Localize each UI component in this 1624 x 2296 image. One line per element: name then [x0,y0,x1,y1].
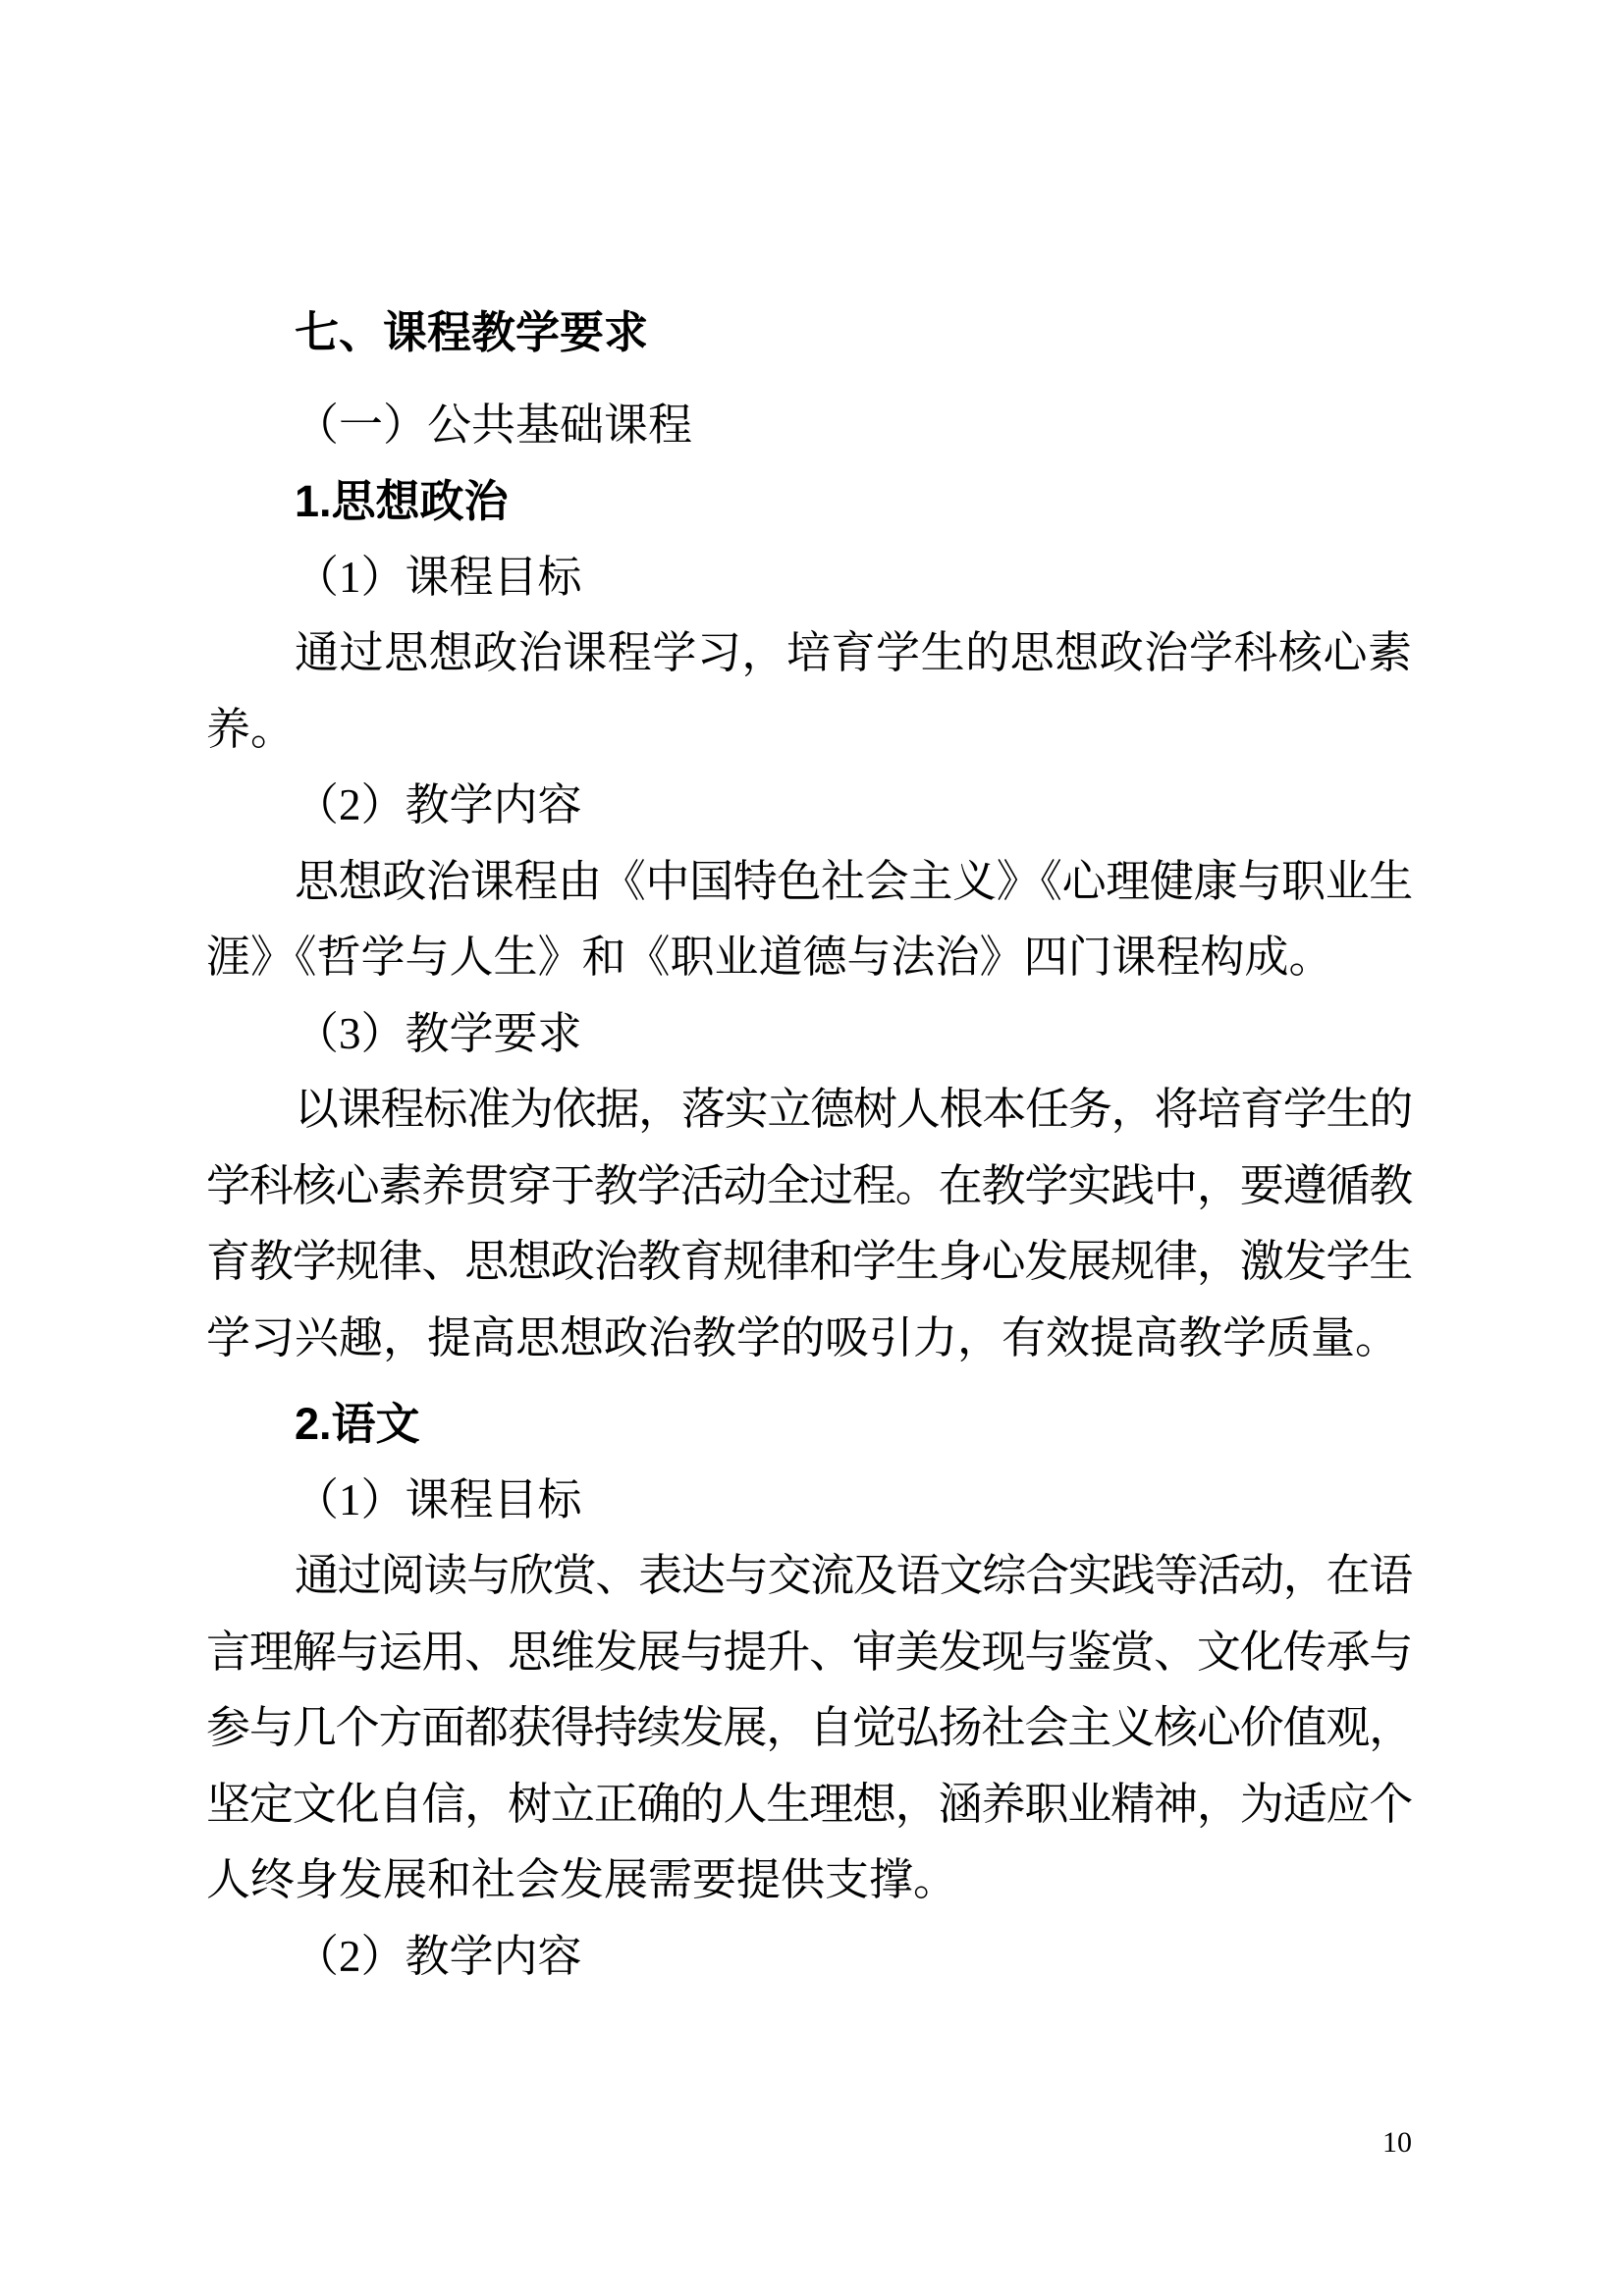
paragraph-line: 学习兴趣，提高思想政治教学的吸引力，有效提高教学质量。 [206,1312,1400,1362]
item-heading-course-goal: （1）课程目标 [295,552,582,602]
paragraph-line: 通过阅读与欣赏、表达与交流及语文综合实践等活动，在语 [295,1551,1412,1600]
item-heading-course-goal: （1）课程目标 [295,1474,582,1524]
page-number: 10 [1382,2126,1412,2159]
paragraph-line: 育教学规律、思想政治教育规律和学生身心发展规律，激发学生 [206,1237,1412,1286]
section-heading: 七、课程教学要求 [295,307,649,357]
course-heading-politics: 1.思想政治 [295,476,509,526]
paragraph-line: 涯》《哲学与人生》和《职业道德与法治》四门课程构成。 [206,933,1333,982]
item-heading-teaching-content: （2）教学内容 [295,780,582,829]
paragraph-line: 通过思想政治课程学习，培育学生的思想政治学科核心素 [295,628,1412,677]
item-heading-teaching-content: （2）教学内容 [295,1931,582,1981]
paragraph-line: 言理解与运用、思维发展与提升、审美发现与鉴赏、文化传承与 [206,1627,1412,1677]
course-heading-chinese: 2.语文 [295,1399,420,1449]
paragraph-line: 坚定文化自信，树立正确的人生理想，涵养职业精神，为适应个 [206,1779,1412,1829]
paragraph-line: 人终身发展和社会发展需要提供支撑。 [206,1855,958,1904]
document-body [206,294,1412,1995]
paragraph-line: 以课程标准为依据，落实立德树人根本任务，将培育学生的 [295,1085,1412,1134]
paragraph-line: 思想政治课程由《中国特色社会主义》《心理健康与职业生 [295,856,1412,906]
subsection-heading: （一）公共基础课程 [295,400,693,450]
paragraph-line: 学科核心素养贯穿于教学活动全过程。在教学实践中，要遵循教 [206,1160,1412,1210]
paragraph-line: 参与几个方面都获得持续发展，自觉弘扬社会主义核心价值观， [206,1703,1412,1752]
item-heading-teaching-requirements: （3）教学要求 [295,1008,582,1058]
paragraph-line: 养。 [206,704,296,754]
